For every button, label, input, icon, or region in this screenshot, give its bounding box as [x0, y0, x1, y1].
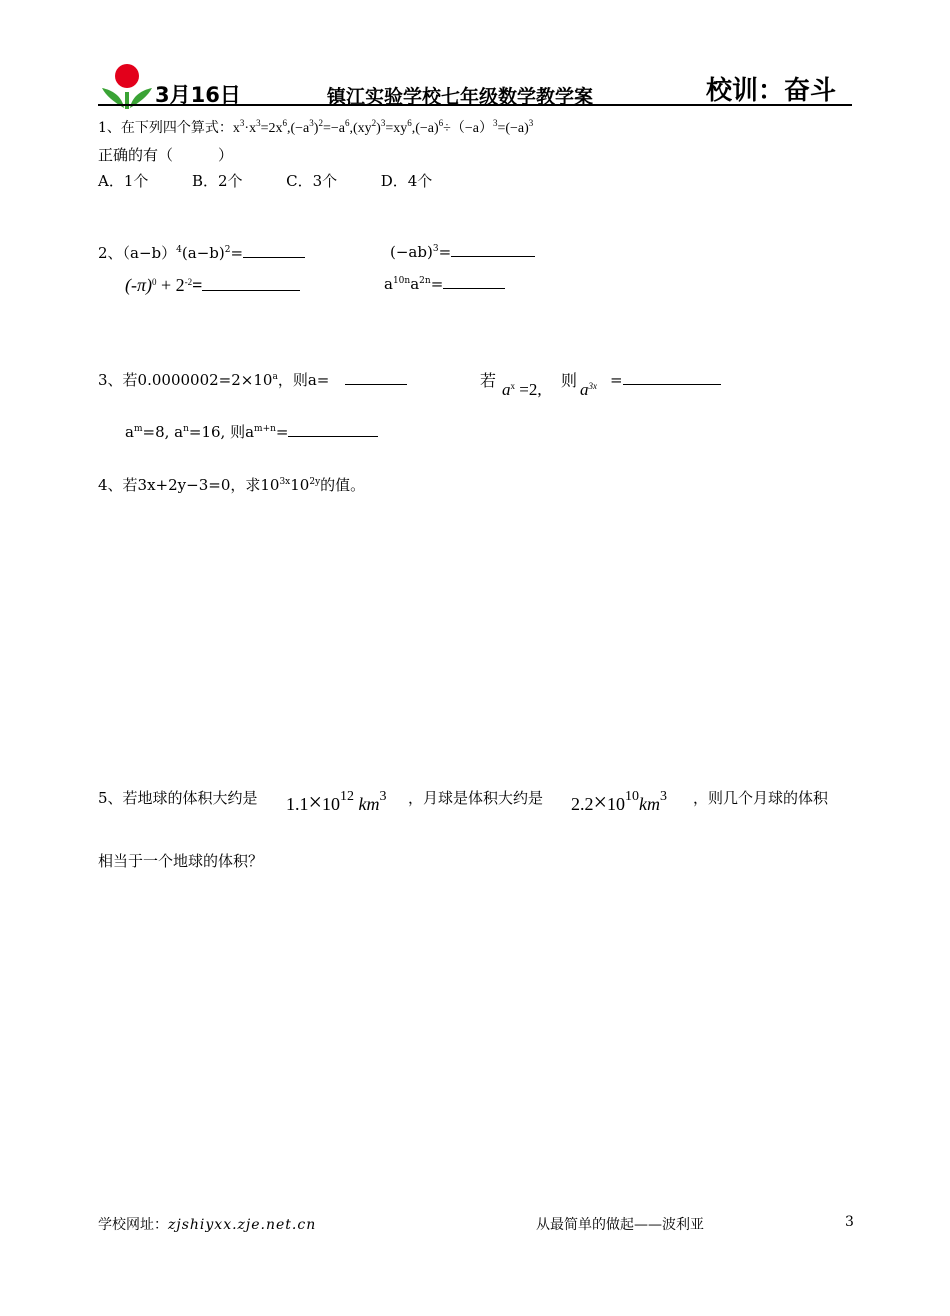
header-date: 3月16日 — [155, 83, 241, 107]
page-number: 3 — [845, 1214, 854, 1230]
q3-part2-answer: = — [610, 370, 721, 389]
answer-blank[interactable] — [243, 243, 305, 258]
q3-part3: $a^m=8$, $a^n=16$, 则$a^{m+n}=$ — [125, 421, 378, 442]
q3-part1: 3、若$0.0000002=2\times 10^a$，则a= — [98, 369, 407, 390]
q2-part3: $(-\pi)^0 + 2^{-2}=$ — [125, 275, 300, 296]
q3-part2-expr: $a^x =2$, — [502, 380, 542, 399]
school-logo-icon — [98, 62, 156, 110]
header-rule — [98, 104, 852, 106]
header-motto: 校训：奋斗 — [706, 76, 837, 106]
answer-blank[interactable] — [202, 276, 300, 291]
footer-site-url[interactable]: zjshiyxx.zje.net.cn — [168, 1217, 317, 1233]
answer-blank[interactable] — [443, 274, 505, 289]
q5-suffix: ，则几个月球的体积 — [693, 789, 829, 807]
q2-part2: $(-ab)^3=$ — [390, 242, 535, 261]
q1-line2: 正确的有（ ） — [98, 146, 234, 164]
q1-options — [98, 170, 432, 191]
header-title: 镇江实验学校七年级数学教学案 — [327, 86, 594, 108]
footer-site: 学校网址：zjshiyxx.zje.net.cn — [98, 1217, 317, 1233]
footer-quote: 从最简单的做起——波利亚 — [536, 1217, 704, 1233]
option-c: C．3个 — [286, 172, 338, 190]
answer-blank[interactable] — [623, 370, 721, 385]
q5-line1: 5、若地球的体积大约是 — [98, 789, 258, 807]
q3-part2-ze: 则 — [561, 373, 578, 390]
q1-line1: 1、在下列四个算式：$x^3\cdot x^3=2x^6,(-a^3)^2=-a^6,(xy^2)^3=xy^6,(-a)^6\div(-a)^3=(-a)^3$ — [98, 118, 534, 136]
q3-part2: 若 — [480, 373, 497, 390]
option-a: A．1个 — [98, 172, 149, 190]
answer-blank[interactable] — [345, 370, 407, 385]
q5-middle: ，月球是体积大约是 — [408, 789, 544, 807]
q5-earth-volume: $1.1\times 10^{12}$ $km^3$ — [286, 789, 387, 816]
q2-part1: 2、$(a-b)^4(a-b)^2=$ — [98, 242, 305, 263]
q4-line: 4、若3x+2y−3=0，求$10^{3x}10^{2y}$的值。 — [98, 476, 366, 494]
q2-part4: $a^{10n}a^{2n}=$ — [384, 274, 505, 293]
answer-blank[interactable] — [451, 242, 535, 257]
answer-blank[interactable] — [288, 422, 378, 437]
option-b: B．2个 — [191, 172, 243, 190]
option-d: D．4个 — [380, 172, 433, 190]
q5-moon-volume: $2.2\times 10^{10}km^3$ — [571, 789, 668, 816]
q5-line2: 相当于一个地球的体积？ — [98, 852, 264, 870]
q3-part2-expr2: $a^{3x}$ — [580, 380, 597, 399]
